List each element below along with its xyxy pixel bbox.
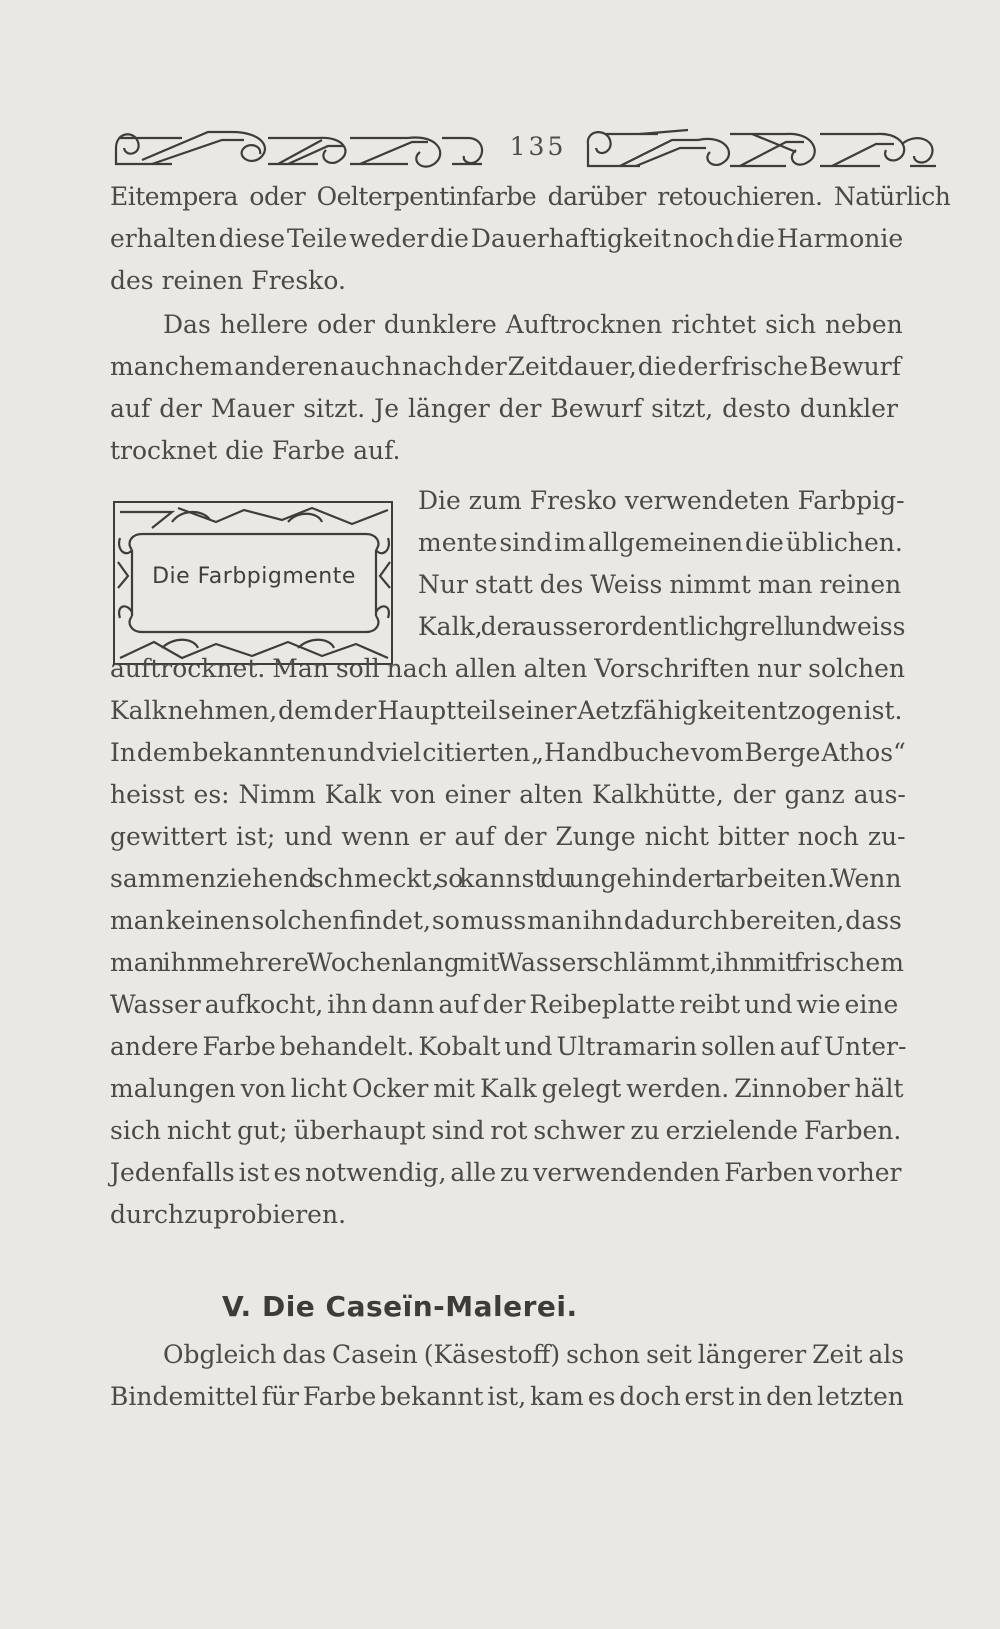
- text-line: trocknet die Farbe auf.: [110, 436, 401, 465]
- page-number: 135: [509, 132, 567, 161]
- text-line: Bindemittel für Farbe bekannt ist, kam es doch erst in den letzten: [110, 1382, 904, 1411]
- text-line: durchzuprobieren.: [110, 1200, 347, 1229]
- text-line: heisst es: Nimm Kalk von einer alten Kalkhütte, der ganz aus-: [110, 780, 906, 809]
- ornament-right-icon: [580, 118, 940, 180]
- text-line-content: Eitempera oder Oelterpentinfarbe darüber retouchieren. Natürlich: [110, 182, 951, 211]
- text-line: sich nicht gut; überhaupt sind rot schwer zu erzielende Farben.: [110, 1116, 902, 1145]
- text-line: des reinen Fresko.: [110, 266, 346, 295]
- text-line: sammenziehend schmeckt, so kannst du ungehindert arbeiten. Wenn: [110, 864, 902, 893]
- section-heading: V. Die Caseïn-Malerei.: [222, 1290, 578, 1323]
- text-line: man keinen solchen findet, so muss man ihn dadurch bereiten, dass: [110, 906, 902, 935]
- text-line: Obgleich das Casein (Käsestoff) schon seit längerer Zeit als: [163, 1340, 905, 1369]
- text-line: Wasser aufkocht, ihn dann auf der Reibeplatte reibt und wie eine: [110, 990, 899, 1019]
- marginal-note-box: [112, 498, 396, 668]
- text-line: gewittert ist; und wenn er auf der Zunge nicht bitter noch zu-: [110, 822, 906, 851]
- text-line: Nur statt des Weiss nimmt man reinen: [418, 570, 902, 599]
- text-line: erhalten diese Teile weder die Dauerhaftigkeit noch die Harmonie: [110, 224, 904, 253]
- text-line: Das hellere oder dunklere Auftrocknen richtet sich neben: [163, 310, 903, 339]
- text-line: man ihn mehrere Wochen lang mit Wasser schlämmt, ihn mit frischem: [110, 948, 904, 977]
- text-line: Kalk nehmen, dem der Hauptteil seiner Aetzfähigkeit entzogen ist.: [110, 696, 903, 725]
- page-header: [112, 118, 940, 180]
- ornament-left-icon: [112, 118, 488, 180]
- text-line: [110, 176, 951, 218]
- text-line: mente sind im allgemeinen die üblichen.: [418, 528, 903, 557]
- text-line: auftrocknet. Man soll nach allen alten Vorschriften nur solchen: [110, 654, 906, 683]
- text-line: Kalk, der ausserordentlich grell und weiss: [418, 612, 906, 641]
- marginal-note-label: Die Farbpigmente: [152, 564, 356, 589]
- text-line: Jedenfalls ist es notwendig, alle zu verwendenden Farben vorher: [110, 1158, 902, 1187]
- text-line: Die zum Fresko verwendeten Farbpig-: [418, 486, 905, 515]
- text-line: malungen von licht Ocker mit Kalk gelegt werden. Zinnober hält: [110, 1074, 904, 1103]
- text-line: In dem bekannten und viel citierten „Handbuche vom Berge Athos“: [110, 738, 906, 767]
- text-line: manchem anderen auch nach der Zeitdauer, die der frische Bewurf: [110, 352, 901, 381]
- text-line: andere Farbe behandelt. Kobalt und Ultramarin sollen auf Unter-: [110, 1032, 907, 1061]
- text-line: auf der Mauer sitzt. Je länger der Bewurf sitzt, desto dunkler: [110, 394, 898, 423]
